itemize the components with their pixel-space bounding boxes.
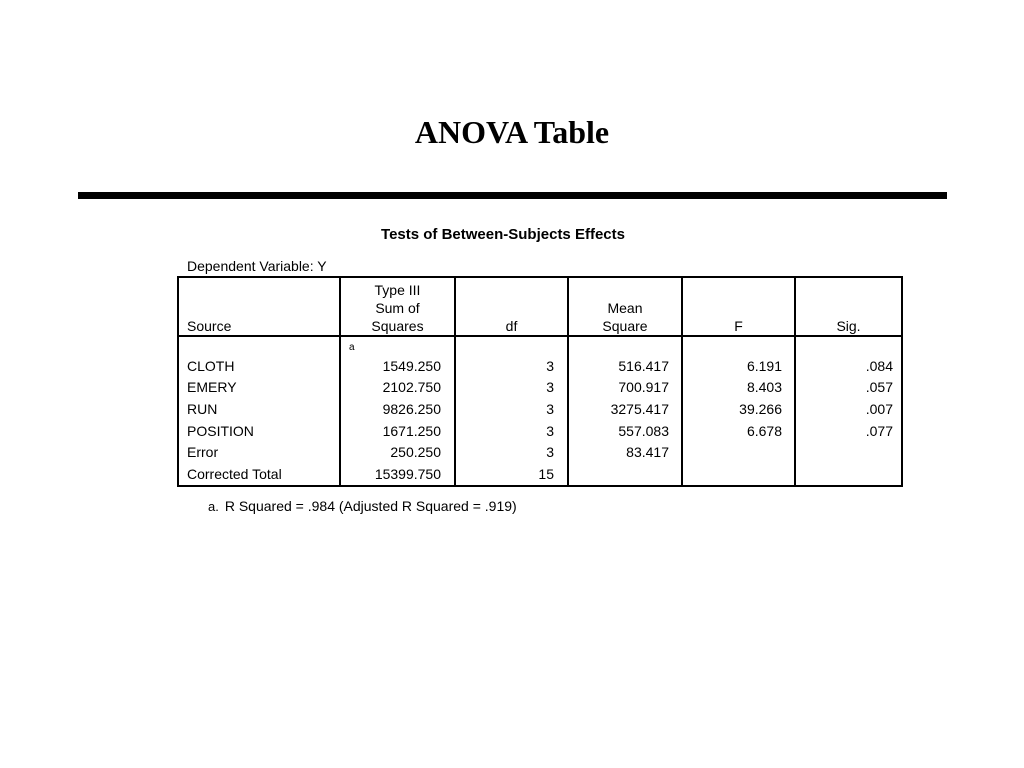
cell-f: 6.678 [682, 420, 795, 442]
header-f: F [682, 277, 795, 336]
dependent-variable-label: Dependent Variable: Y [187, 258, 327, 274]
header-ms-line1: Mean [607, 300, 643, 316]
table-row [178, 463, 902, 486]
cell-source: Corrected Total [178, 463, 340, 486]
table-row [178, 441, 902, 463]
cell-f: 8.403 [682, 377, 795, 399]
table-row [178, 420, 902, 442]
table-row [178, 398, 902, 420]
header-ss-line3: Squares [371, 318, 424, 334]
ss-footnote-mark: a [349, 342, 355, 353]
cell-ms: 83.417 [568, 441, 682, 463]
cell-df: 3 [455, 420, 568, 442]
cell-source: RUN [178, 398, 340, 420]
header-df: df [455, 277, 568, 336]
cell-f [682, 463, 795, 486]
cell-sig [795, 441, 902, 463]
cell-df: 3 [455, 355, 568, 377]
cell-source: CLOTH [178, 355, 340, 377]
footnote-mark-row [178, 336, 902, 355]
table-row [178, 377, 902, 399]
table-row [178, 355, 902, 377]
table-footnote [208, 498, 517, 514]
cell-df: 15 [455, 463, 568, 486]
header-sig: Sig. [795, 277, 902, 336]
cell-source: EMERY [178, 377, 340, 399]
header-sum-of-squares [340, 277, 455, 336]
cell-df: 3 [455, 377, 568, 399]
header-ms-line2: Square [602, 318, 648, 334]
cell-ss: 250.250 [340, 441, 455, 463]
title-divider [78, 192, 947, 199]
cell-df: 3 [455, 398, 568, 420]
cell-ms [568, 463, 682, 486]
cell-sig: .077 [795, 420, 902, 442]
slide-title: ANOVA Table [414, 114, 610, 150]
cell-df: 3 [455, 441, 568, 463]
cell-ss: 9826.250 [340, 398, 455, 420]
cell-ss: 1671.250 [340, 420, 455, 442]
cell-ss: 15399.750 [340, 463, 455, 486]
header-ss-line2: Sum of [375, 300, 420, 316]
cell-sig [795, 463, 902, 486]
cell-sig: .057 [795, 377, 902, 399]
anova-table [177, 276, 903, 487]
cell-source: POSITION [178, 420, 340, 442]
footnote-mark: a. [208, 499, 219, 514]
header-source: Source [178, 277, 340, 336]
cell-ss: 1549.250 [340, 355, 455, 377]
header-ss-line1: Type III [374, 282, 421, 298]
cell-source: Error [178, 441, 340, 463]
cell-ss: 2102.750 [340, 377, 455, 399]
table-caption: Tests of Between-Subjects Effects [381, 226, 625, 243]
cell-ms: 557.083 [568, 420, 682, 442]
cell-sig: .084 [795, 355, 902, 377]
cell-ms: 516.417 [568, 355, 682, 377]
cell-f: 39.266 [682, 398, 795, 420]
header-mean-square [568, 277, 682, 336]
footnote-text: R Squared = .984 (Adjusted R Squared = .919) [224, 498, 517, 514]
cell-ms: 700.917 [568, 377, 682, 399]
cell-ms: 3275.417 [568, 398, 682, 420]
cell-f: 6.191 [682, 355, 795, 377]
cell-f [682, 441, 795, 463]
header-row [178, 277, 902, 336]
cell-sig: .007 [795, 398, 902, 420]
